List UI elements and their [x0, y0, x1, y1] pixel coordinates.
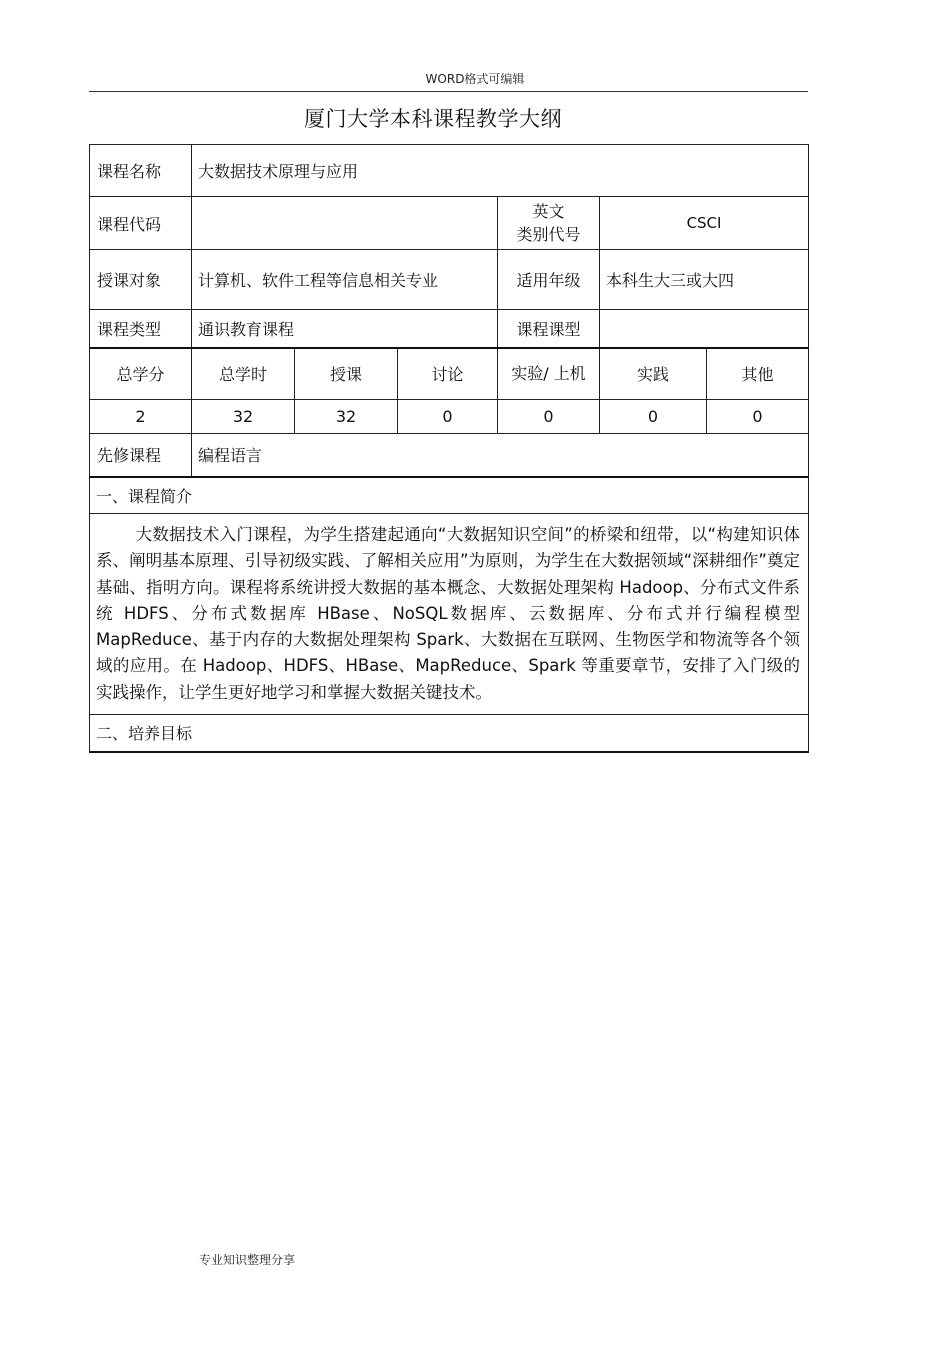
- row-section1-body: [90, 514, 809, 715]
- hours-value-total-hours: 32: [192, 400, 295, 434]
- hours-value-practice: 0: [600, 400, 707, 434]
- section-heading-intro: 一、课程简介: [90, 477, 809, 514]
- audience-label: 授课对象: [90, 250, 192, 310]
- type-label: 课程类型: [90, 310, 192, 348]
- prereq-label: 先修课程: [90, 434, 192, 477]
- mode-label: 课程课型: [498, 310, 600, 348]
- row-section1-heading: [90, 477, 809, 514]
- hours-header-total-credits: 总学分: [90, 348, 192, 400]
- page-header-text: WORD格式可编辑: [425, 72, 525, 86]
- row-prerequisites: [90, 434, 809, 477]
- row-section2-heading: [90, 715, 809, 752]
- header-divider: [89, 91, 808, 92]
- eng-code-value: CSCI: [600, 197, 809, 250]
- course-name-label: 课程名称: [90, 145, 192, 197]
- hours-header-lecture: 授课: [295, 348, 398, 400]
- hours-value-lab: 0: [498, 400, 600, 434]
- row-course-code: [90, 197, 809, 250]
- mode-value: [600, 310, 809, 348]
- grade-label: 适用年级: [498, 250, 600, 310]
- hours-value-lecture: 32: [295, 400, 398, 434]
- hours-value-other: 0: [707, 400, 809, 434]
- row-course-name: [90, 145, 809, 197]
- audience-value: 计算机、软件工程等信息相关专业: [192, 250, 498, 310]
- row-hours-headers: [90, 348, 809, 400]
- hours-header-other: 其他: [707, 348, 809, 400]
- course-code-value: [192, 197, 498, 250]
- hours-value-discussion: 0: [398, 400, 498, 434]
- row-audience: [90, 250, 809, 310]
- hours-header-practice: 实践: [600, 348, 707, 400]
- course-name-value: 大数据技术原理与应用: [192, 145, 809, 197]
- hours-value-total-credits: 2: [90, 400, 192, 434]
- document-title: 厦门大学本科课程教学大纲: [304, 107, 562, 131]
- course-code-label: 课程代码: [90, 197, 192, 250]
- syllabus-table: [89, 144, 809, 753]
- hours-header-total-hours: 总学时: [192, 348, 295, 400]
- hours-header-discussion: 讨论: [398, 348, 498, 400]
- type-value: 通识教育课程: [192, 310, 498, 348]
- eng-code-label-line2: 类别代号: [516, 225, 581, 244]
- row-course-type: [90, 310, 809, 348]
- grade-value: 本科生大三或大四: [600, 250, 809, 310]
- prereq-value: 编程语言: [192, 434, 809, 477]
- page-footer-text: 专业知识整理分享: [199, 1253, 296, 1267]
- row-hours-values: [90, 400, 809, 434]
- section-heading-objectives: 二、培养目标: [90, 715, 809, 752]
- course-intro-paragraph: 大数据技术入门课程，为学生搭建起通向“大数据知识空间”的桥梁和纽带，以“构建知识体系、阐明基本原理、引导初级实践、了解相关应用”为原则，为学生在大数据领域“深耕细作”奠定基础、指明方向。课程将系统讲授大数据的基本概念、大数据处理架构 Hadoop、分布式文件系统 HDFS、分布式数据库 HBase、NoSQL数据库、云数据库、分布式并行编程模型 MapReduce、基于内存的大数据处理架构 Spark、大数据在互联网、生物医学和物流等各个领域的应用。在 Hadoop、HDFS、HBase、MapReduce、Spark 等重要章节，安排了入门级的实践操作，让学生更好地学习和掌握大数据关键技术。: [90, 514, 809, 715]
- hours-header-lab: 实验/ 上机: [498, 348, 600, 400]
- eng-code-label: [498, 197, 600, 250]
- eng-code-label-line1: 英文: [532, 202, 565, 221]
